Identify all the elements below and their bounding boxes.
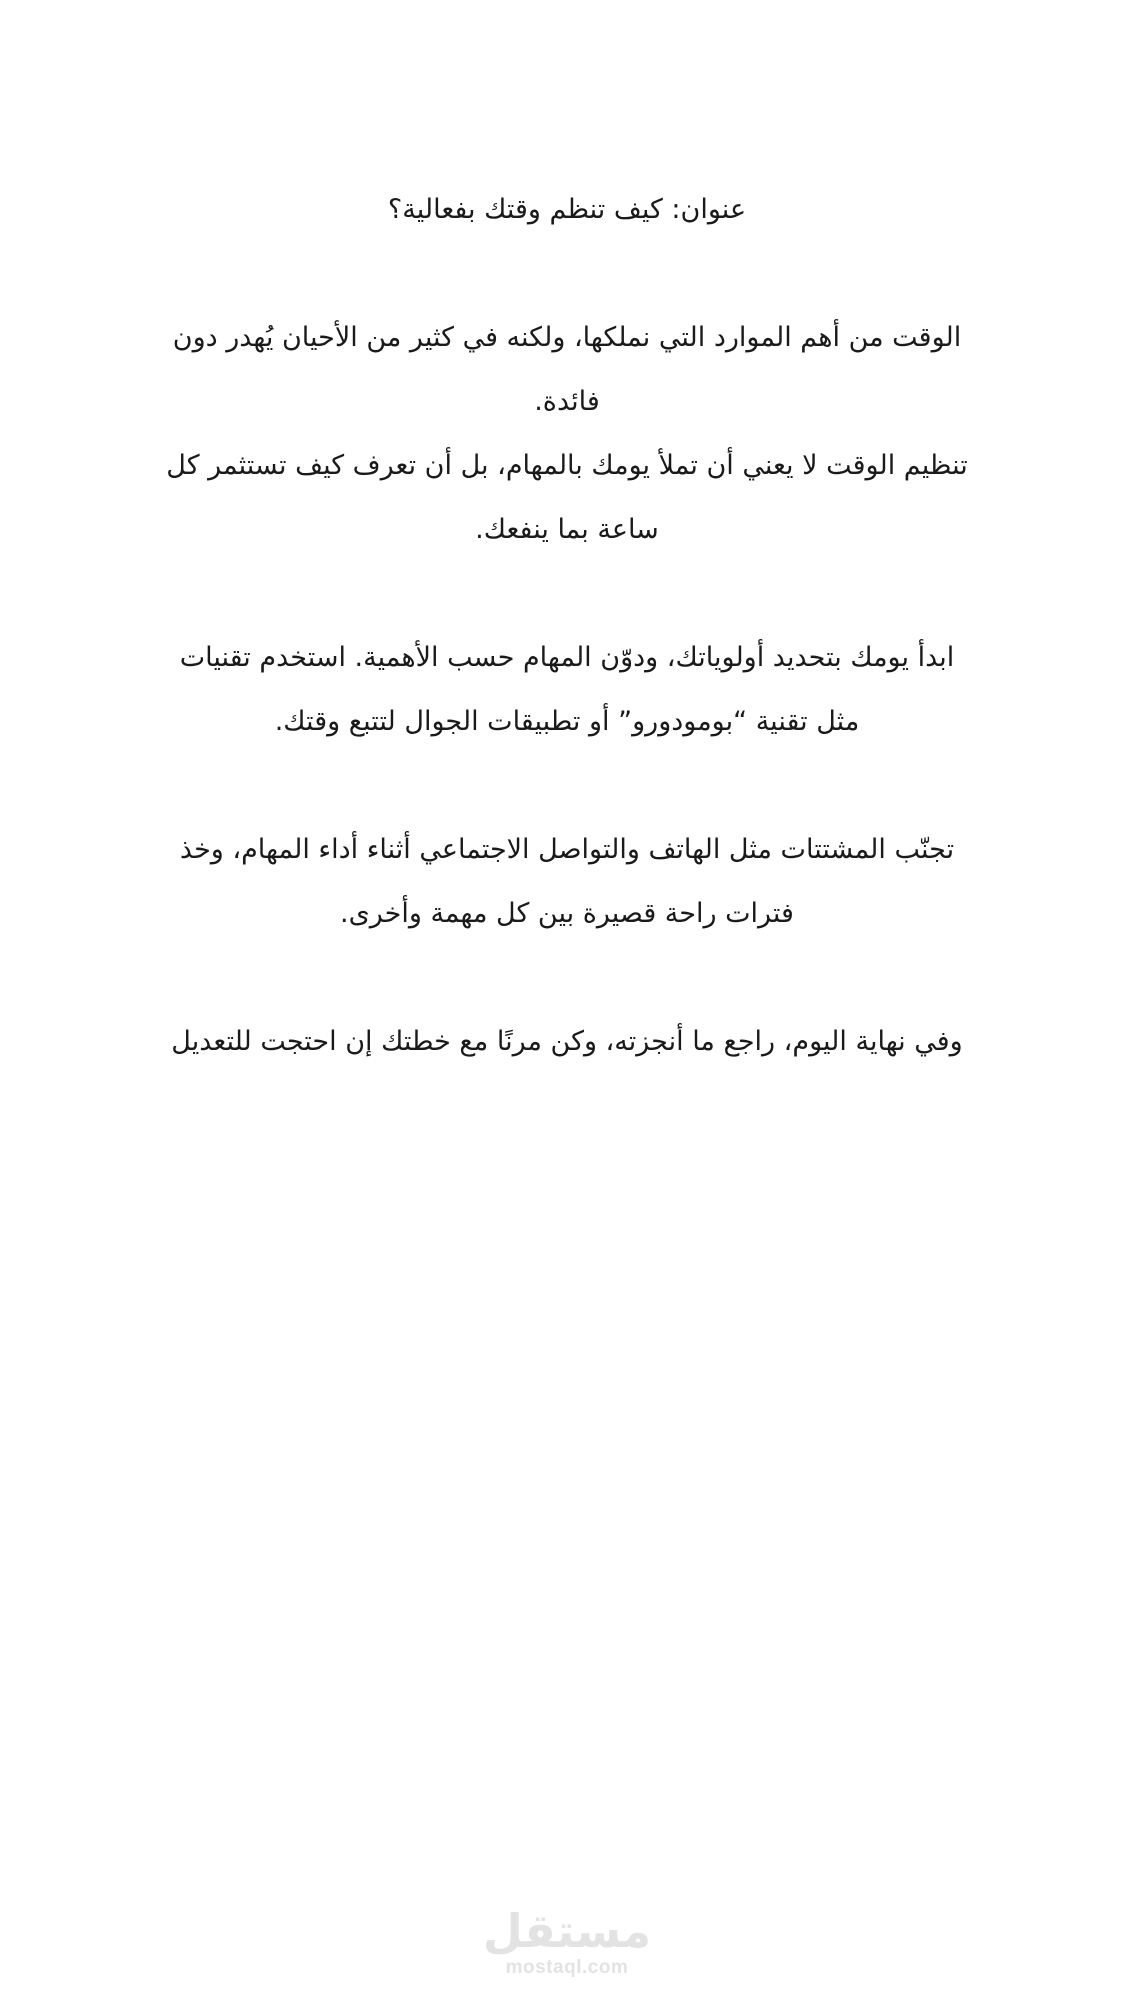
paragraph-review — [135, 1010, 999, 1074]
paragraph-line: تجنّب المشتتات مثل الهاتف والتواصل الاجتماعي أثناء أداء المهام، وخذ — [179, 834, 955, 865]
paragraph-line: ساعة بما ينفعك. — [475, 514, 659, 545]
paragraph-definition — [135, 434, 999, 562]
paragraph-line: ابدأ يومك بتحديد أولوياتك، ودوّن المهام حسب الأهمية. استخدم تقنيات — [179, 642, 955, 673]
paragraph-distractions — [135, 818, 999, 946]
paragraph-line: مثل تقنية “بومودورو” أو تطبيقات الجوال لتتبع وقتك. — [274, 706, 860, 737]
mostaql-watermark — [0, 1905, 1134, 1979]
paragraph-line: الوقت من أهم الموارد التي نملكها، ولكنه في كثير من الأحيان يُهدر دون — [172, 322, 962, 353]
paragraph-priorities — [135, 626, 999, 754]
article-body — [135, 178, 999, 1074]
article-title: عنوان: كيف تنظم وقتك بفعالية؟ — [387, 194, 747, 225]
paragraph-line: فترات راحة قصيرة بين كل مهمة وأخرى. — [340, 898, 794, 929]
paragraph-intro — [135, 306, 999, 434]
paragraph-line: فائدة. — [534, 386, 600, 417]
paragraph-line: تنظيم الوقت لا يعني أن تملأ يومك بالمهام، بل أن تعرف كيف تستثمر كل — [166, 450, 968, 481]
watermark-url: mostaql.com — [505, 1957, 629, 1978]
paragraph-line: وفي نهاية اليوم، راجع ما أنجزته، وكن مرنًا مع خطتك إن احتجت للتعديل — [171, 1026, 963, 1057]
watermark-logo-text: مستقل — [482, 1904, 652, 1958]
